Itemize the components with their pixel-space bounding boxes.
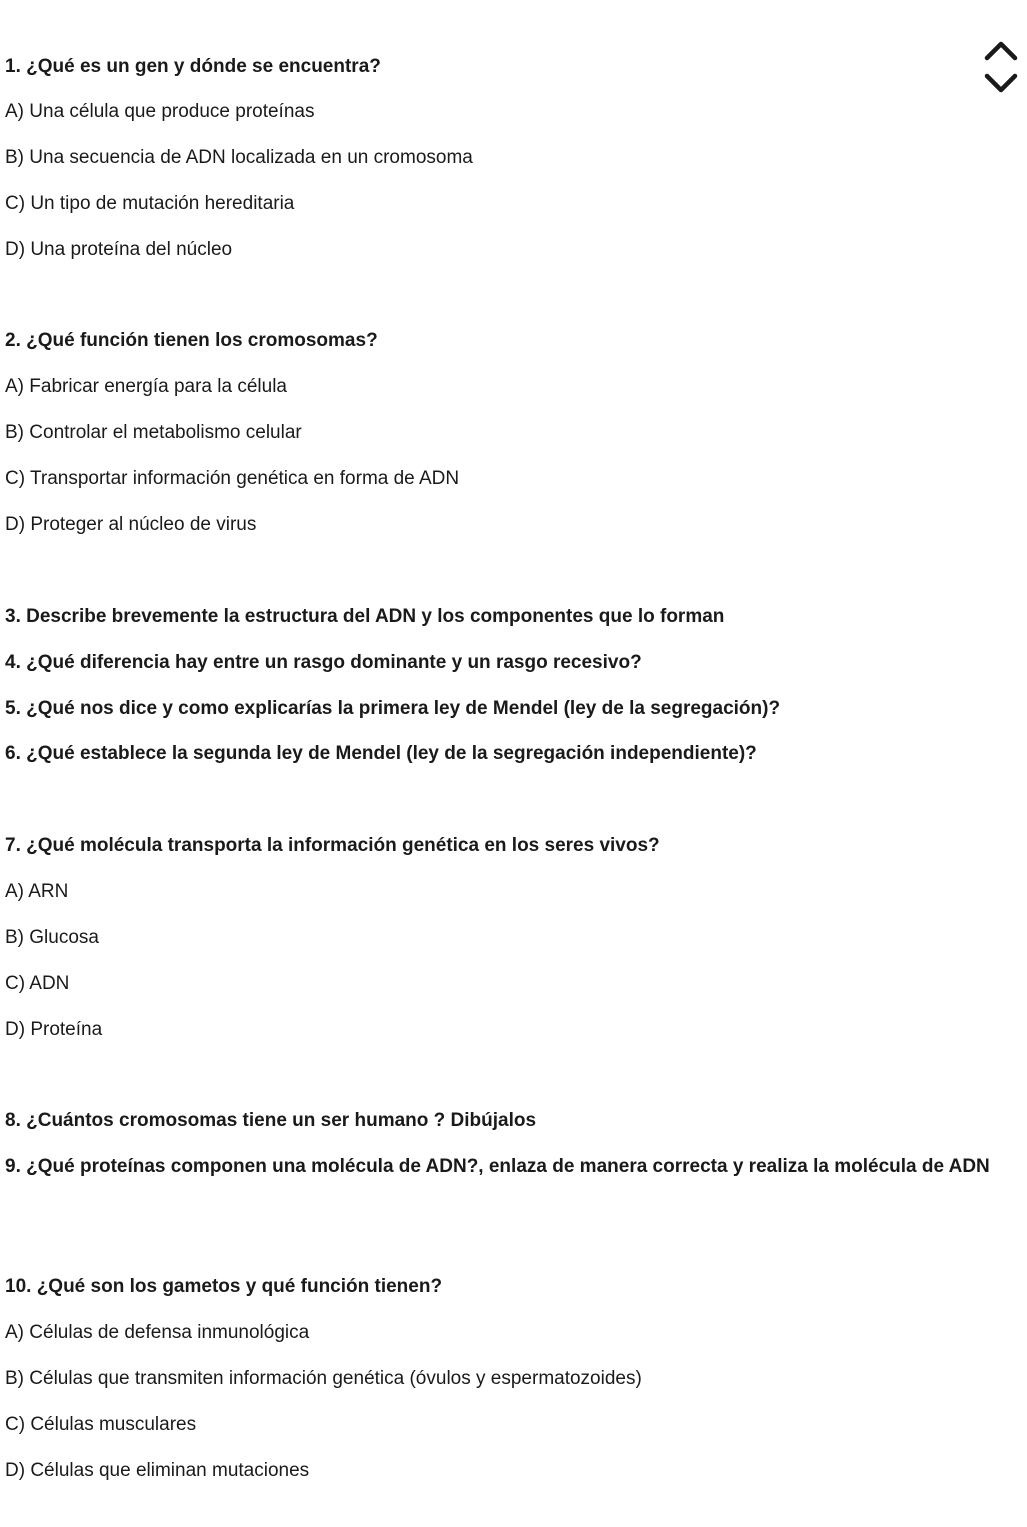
question-1-option-d: D) Una proteína del núcleo	[5, 239, 233, 260]
question-4-title: 4. ¿Qué diferencia hay entre un rasgo dominante y un rasgo recesivo?	[5, 652, 642, 673]
question-9-title: 9. ¿Qué proteínas componen una molécula de ADN?, enlaza de manera correcta y realiza la molécula de ADN	[5, 1156, 990, 1177]
question-2-option-b: B) Controlar el metabolismo celular	[5, 422, 302, 443]
question-2-option-a: A) Fabricar energía para la célula	[5, 376, 287, 397]
question-7-option-a: A) ARN	[5, 881, 69, 902]
question-10-option-c: C) Células musculares	[5, 1414, 197, 1435]
question-10-option-b: B) Células que transmiten información genética (óvulos y espermatozoides)	[5, 1368, 642, 1389]
question-2-title: 2. ¿Qué función tienen los cromosomas?	[5, 330, 378, 351]
previous-button[interactable]	[983, 36, 1019, 64]
question-7-title: 7. ¿Qué molécula transporta la información genética en los seres vivos?	[5, 835, 660, 856]
question-5-title: 5. ¿Qué nos dice y como explicarías la primera ley de Mendel (ley de la segregación)?	[5, 698, 781, 719]
question-7-option-c: C) ADN	[5, 973, 70, 994]
question-2-option-c: C) Transportar información genética en forma de ADN	[5, 468, 460, 489]
chevron-down-icon	[983, 70, 1019, 98]
page-navigation	[983, 36, 1019, 100]
question-1-title: 1. ¿Qué es un gen y dónde se encuentra?	[5, 56, 381, 77]
question-7-option-b: B) Glucosa	[5, 927, 99, 948]
question-1-option-c: C) Un tipo de mutación hereditaria	[5, 193, 295, 214]
question-8-title: 8. ¿Cuántos cromosomas tiene un ser humano ? Dibújalos	[5, 1110, 537, 1131]
chevron-up-icon	[983, 36, 1019, 64]
question-3-title: 3. Describe brevemente la estructura del ADN y los componentes que lo forman	[5, 606, 725, 627]
question-10-title: 10. ¿Qué son los gametos y qué función tienen?	[5, 1276, 443, 1297]
question-10-option-a: A) Células de defensa inmunológica	[5, 1322, 310, 1343]
question-6-title: 6. ¿Qué establece la segunda ley de Mendel (ley de la segregación independiente)?	[5, 743, 757, 764]
question-1-option-b: B) Una secuencia de ADN localizada en un cromosoma	[5, 147, 473, 168]
next-button[interactable]	[983, 70, 1019, 98]
question-2-option-d: D) Proteger al núcleo de virus	[5, 514, 257, 535]
question-10-option-d: D) Células que eliminan mutaciones	[5, 1460, 310, 1481]
question-1-option-a: A) Una célula que produce proteínas	[5, 101, 315, 122]
question-7-option-d: D) Proteína	[5, 1019, 103, 1040]
